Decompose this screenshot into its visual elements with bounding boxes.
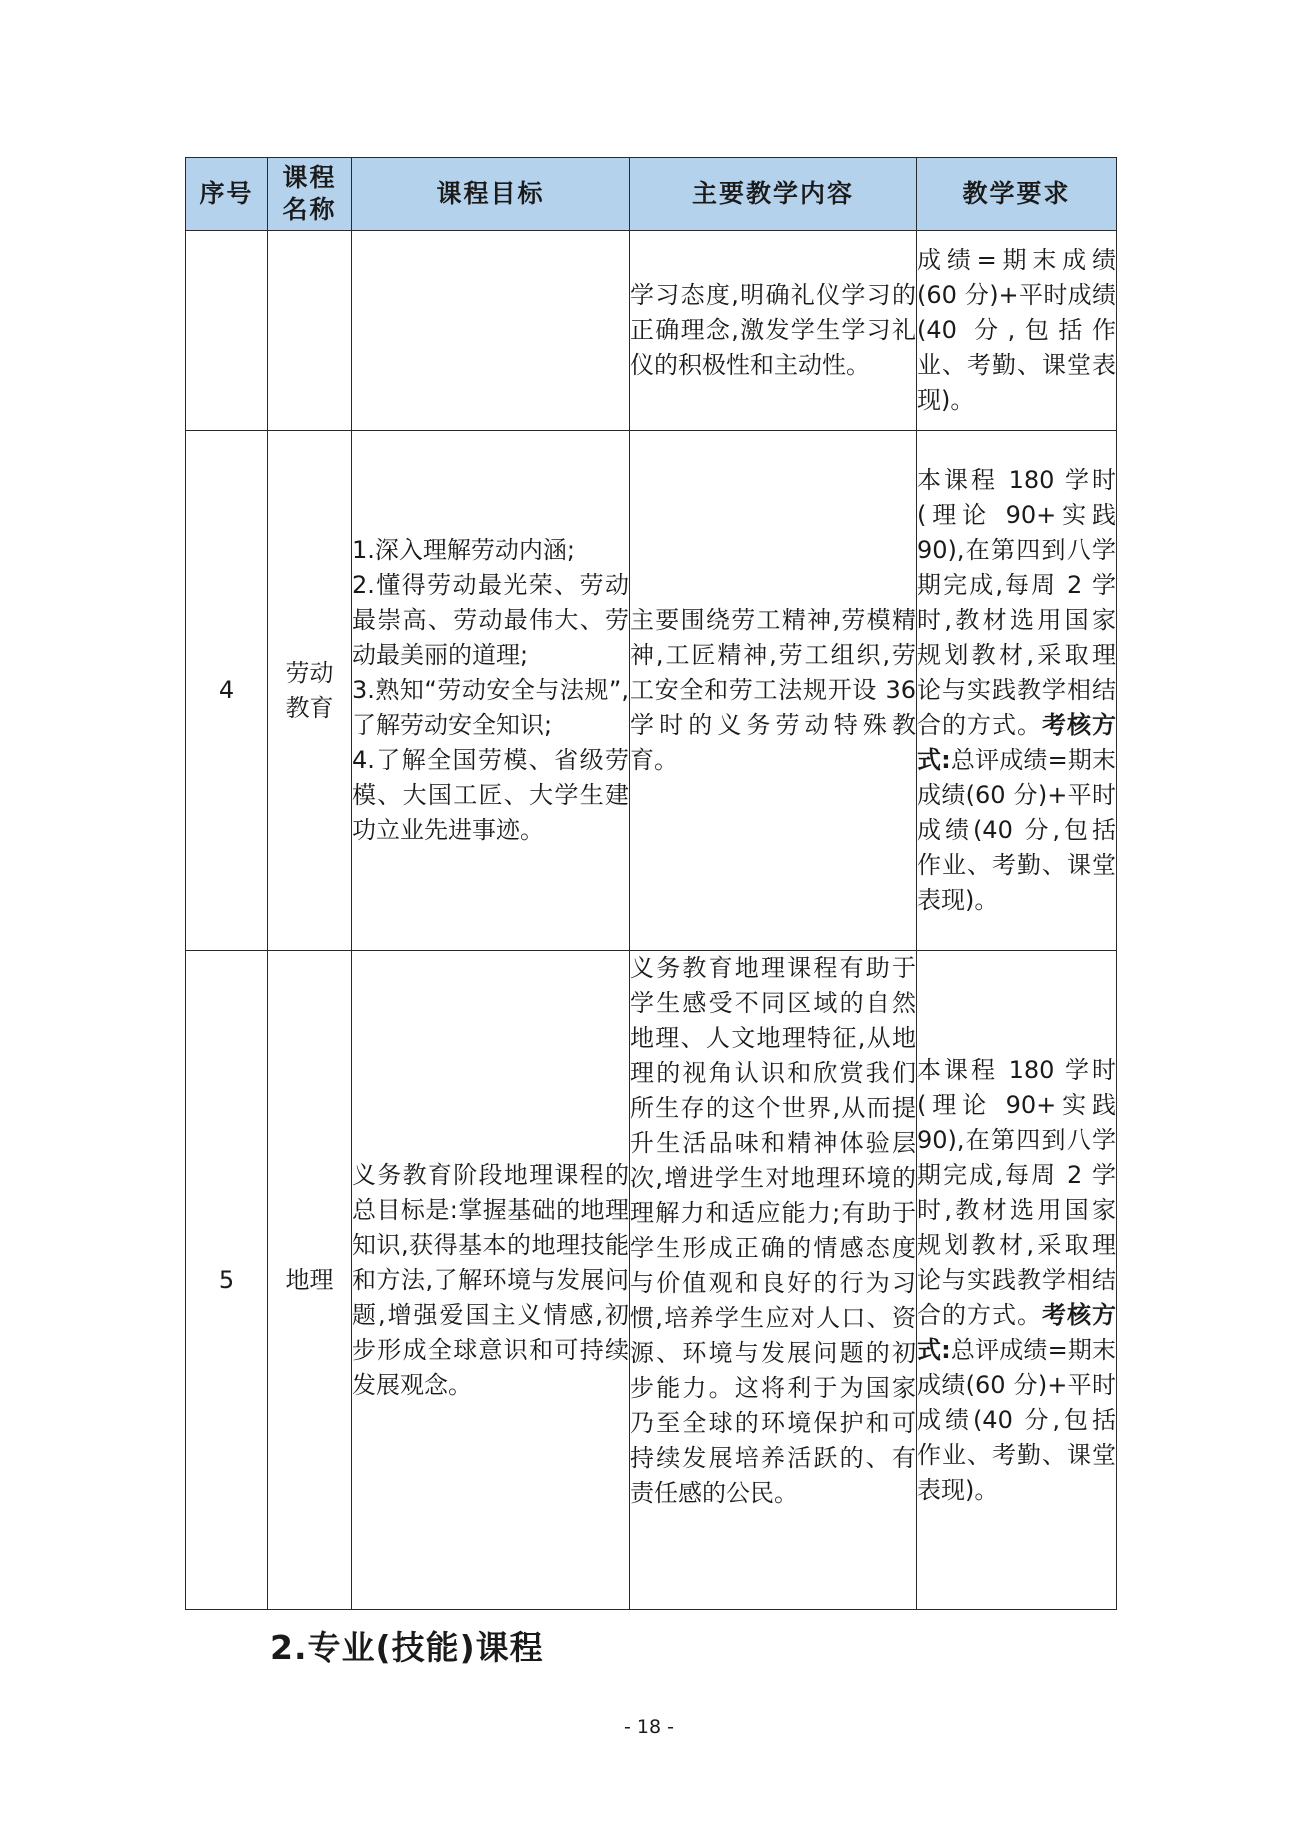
row-num: 4 <box>186 431 268 951</box>
assessment-label: 考核方式: <box>917 1300 1116 1364</box>
row-num: 5 <box>186 951 268 1610</box>
header-content: 主要教学内容 <box>630 158 917 231</box>
table-header-row <box>186 158 1117 231</box>
row-goal: 义务教育阶段地理课程的总目标是:掌握基础的地理知识,获得基本的地理技能和方法,了解环境与发展问题,增强爱国主义情感,初步形成全球意识和可持续发展观念。 <box>352 951 630 1610</box>
row-name: 劳动教育 <box>268 431 352 951</box>
row-goal <box>352 231 630 431</box>
table-row <box>186 951 1117 1610</box>
page-number: - 18 - <box>624 1716 674 1738</box>
header-req: 教学要求 <box>917 158 1117 231</box>
header-num: 序号 <box>186 158 268 231</box>
course-table <box>185 157 1117 1610</box>
row-requirement: 本课程 180 学时(理论 90+实践 90),在第四到八学期完成,每周 2 学时,教材选用国家规划教材,采取理论与实践教学相结合的方式。考核方式:总评成绩=期末成绩(60 分)+平时成绩(40 分,包括作业、考勤、课堂表现)。 <box>917 431 1117 951</box>
row-name: 地理 <box>268 951 352 1610</box>
row-goal: 1.深入理解劳动内涵; 2.懂得劳动最光荣、劳动最崇高、劳动最伟大、劳动最美丽的道理; 3.熟知“劳动安全与法规”,了解劳动安全知识; 4.了解全国劳模、省级劳模、大国工匠、大学生建功立业先进事迹。 <box>352 431 630 951</box>
row-requirement: 成绩=期末成绩(60 分)+平时成绩(40 分,包括作业、考勤、课堂表现)。 <box>917 231 1117 431</box>
section-heading: 2.专业(技能)课程 <box>270 1628 544 1667</box>
table-row <box>186 431 1117 951</box>
row-content: 学习态度,明确礼仪学习的正确理念,激发学生学习礼仪的积极性和主动性。 <box>630 231 917 431</box>
row-requirement: 本课程 180 学时(理论 90+实践 90),在第四到八学期完成,每周 2 学时,教材选用国家规划教材,采取理论与实践教学相结合的方式。考核方式:总评成绩=期末成绩(60 分)+平时成绩(40 分,包括作业、考勤、课堂表现)。 <box>917 951 1117 1610</box>
row-name <box>268 231 352 431</box>
table-row <box>186 231 1117 431</box>
header-name: 课程名称 <box>268 158 352 231</box>
row-content: 义务教育地理课程有助于学生感受不同区域的自然地理、人文地理特征,从地理的视角认识和欣赏我们所生存的这个世界,从而提升生活品味和精神体验层次,增进学生对地理环境的理解力和适应能力;有助于学生形成正确的情感态度与价值观和良好的行为习惯,培养学生应对人口、资源、环境与发展问题的初步能力。这将利于为国家乃至全球的环境保护和可持续发展培养活跃的、有责任感的公民。 <box>630 951 917 1610</box>
header-goal: 课程目标 <box>352 158 630 231</box>
row-num <box>186 231 268 431</box>
row-content: 主要围绕劳工精神,劳模精神,工匠精神,劳工组织,劳工安全和劳工法规开设 36 学时的义务劳动特殊教育。 <box>630 431 917 951</box>
assessment-label: 考核方式: <box>917 711 1116 774</box>
